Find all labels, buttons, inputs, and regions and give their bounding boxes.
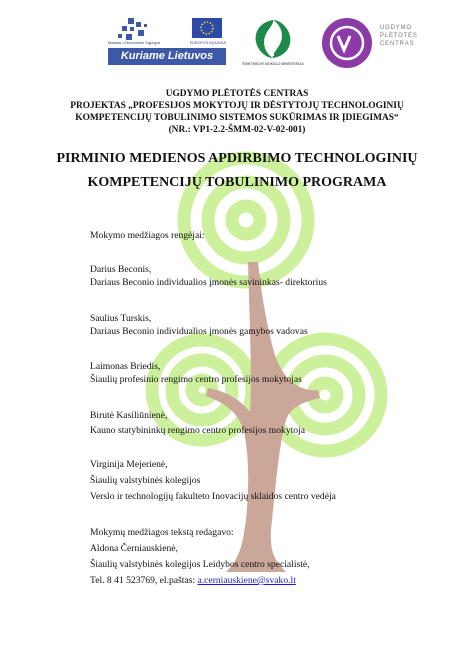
author-5-role: Šiaulių valstybinės kolegijos [90,475,201,486]
es-small-text: Mokslas • Ekonominės Sąjungos [108,41,161,45]
ministry-logo [240,18,306,68]
header-organization: UGDYMO PLĖTOTĖS CENTRAS [165,89,309,99]
header-project-line1: PROJEKTAS „PROFESIJOS MOKYTOJŲ IR DĖSTYTOJŲ TECHNOLOGINIŲ [70,101,404,111]
es-funds-logo [108,18,226,79]
editor-name: Aldona Černiauskienė, [90,543,178,554]
upc-logo [320,16,460,70]
author-5-role-detail: Verslo ir technologijų fakulteto Inovacijų sklaidos centro vedėja [90,491,336,502]
header-project-number: (NR.: VP1-2.2-ŠMM-02-V-02-001) [168,125,306,135]
upc-circle-icon [320,16,374,70]
es-banner: Kuriame Lietuvos ateitį [108,48,226,65]
upc-text: UGDYMO PLĖTOTĖS CENTRAS [380,25,418,47]
author-3-name: Laimonas Briedis, [90,361,161,372]
program-title-line1: PIRMINIO MEDIENOS APDIRBIMO TECHNOLOGINIŲ [56,151,418,166]
author-4-role: Kauno statybininkų rengimo centro profesijos mokytoja [90,425,306,436]
author-2-name: Saulius Turskis, [90,313,152,324]
editor-role: Šiaulių valstybinės kolegijos Leidybos centro specialistė, [90,559,310,570]
editor-intro: Mokymų medžiagos tekstą redagavo: [90,527,234,538]
author-1-role: Dariaus Beconio individualios įmonės savininkas- direktorius [90,277,327,288]
author-2-role: Dariaus Beconio individualios įmonės gamybos vadovas [90,326,308,337]
author-4-name: Birutė Kasiliūnienė, [90,410,168,421]
leaf-swirl-icon [250,18,296,60]
eu-small-text: EUROPOS SĄJUNGA [190,41,226,45]
program-title-line2: KOMPETENCIJŲ TOBULINIMO PROGRAMA [87,175,387,190]
editor-email-link[interactable]: a.cerniauskiene@svako.lt [197,575,296,586]
header-project-line2: KOMPETENCIJŲ TOBULINIMO SISTEMOS SUKŪRIMAS IR ĮDIEGIMAS“ [75,113,399,123]
author-1-name: Darius Beconis, [90,264,152,275]
editor-phone: Tel. 8 41 523769, el.paštas: [90,575,198,586]
authors-intro: Mokymo medžiagos rengėjai: [90,230,205,241]
ministry-caption: ŠVIETIMO IR MOKSLO MINISTERIJA [242,62,304,66]
author-3-role: Šiaulių profesinio rengimo centro profesijos mokytojas [90,374,302,385]
editor-contact [90,575,296,586]
author-5-name: Virginija Mejerienė, [90,459,168,470]
eu-flag-icon [192,18,222,38]
